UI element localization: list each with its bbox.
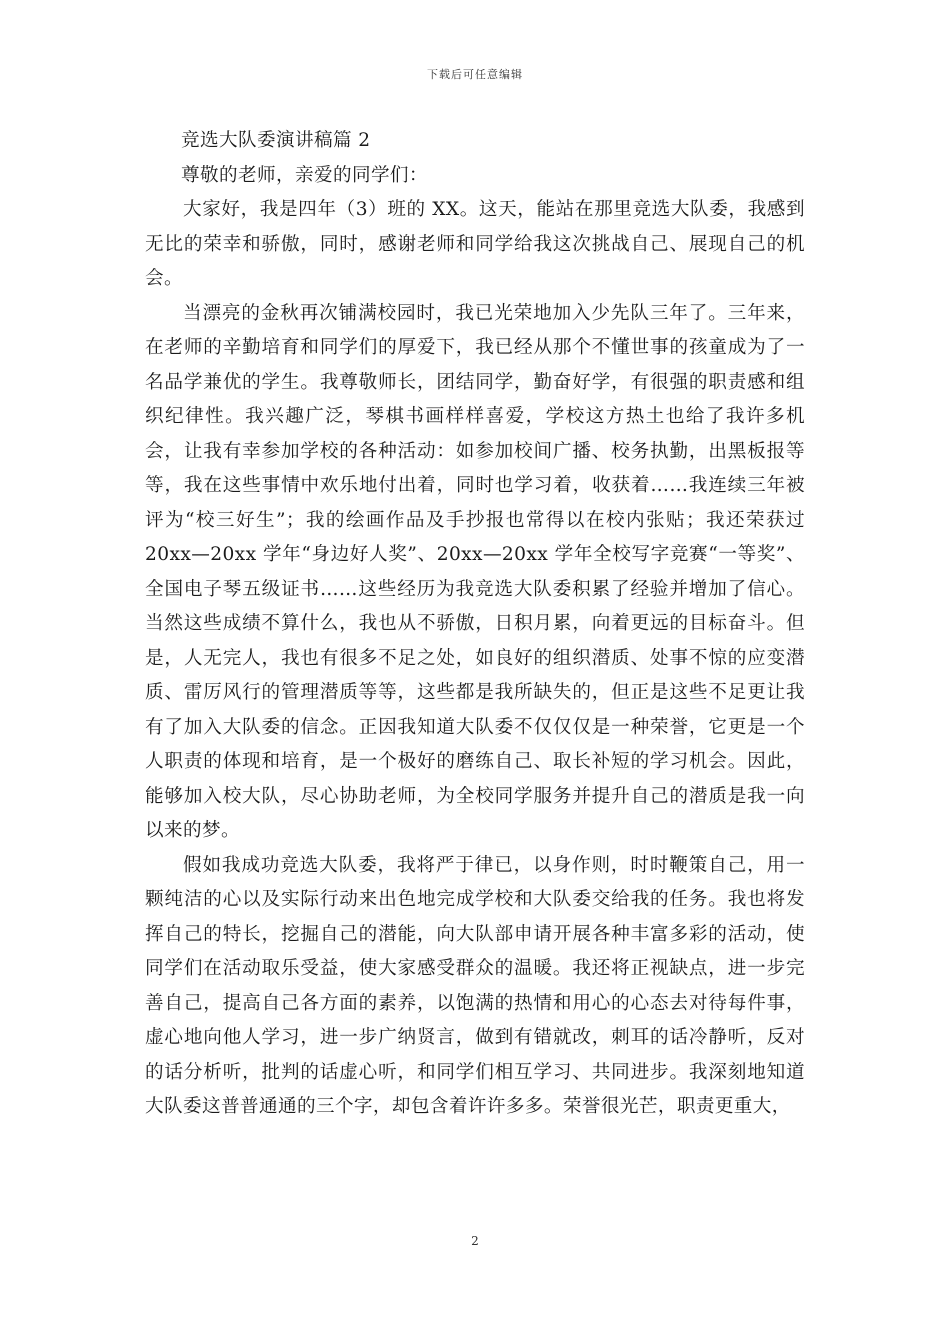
page-number: 2 — [471, 1234, 479, 1248]
salutation: 尊敬的老师，亲爱的同学们： — [181, 164, 428, 186]
document-body — [145, 124, 805, 1125]
header-note: 下载后可任意编辑 — [427, 68, 523, 81]
paragraph-3: 假如我成功竞选大队委，我将严于律已，以身作则，时时鞭策自己，用一颗纯洁的心以及实际行动来出色地完成学校和大队委交给我的任务。我也将发挥自己的特长，挖掘自己的潜能，向大队部申请开展各种丰富多彩的活动，使同学们在活动取乐受益，使大家感受群众的温暖。我还将正视缺点，进一步完善自己，提高自己各方面的素养，以饱满的热情和用心的心态去对待每件事，虚心地向他人学习，进一步广纳贤言，做到有错就改，刺耳的话冷静听，反对的话分析听，批判的话虚心听，和同学们相互学习、共同进步。我深刻地知道大队委这普普通通的三个字，却包含着许许多多。荣誉很光芒，职责更重大， — [145, 854, 805, 1117]
paragraph-1: 大家好，我是四年（3）班的 XX。这天，能站在那里竞选大队委，我感到无比的荣幸和骄傲，同时，感谢老师和同学给我这次挑战自己、展现自己的机会。 — [145, 199, 805, 289]
document-title: 竞选大队委演讲稿篇 2 — [181, 130, 371, 151]
paragraph-2: 当漂亮的金秋再次铺满校园时，我已光荣地加入少先队三年了。三年来，在老师的辛勤培育和同学们的厚爱下，我已经从那个不懂世事的孩童成为了一名品学兼优的学生。我尊敬师长，团结同学，勤奋好学，有很强的职责感和组织纪律性。我兴趣广泛，琴棋书画样样喜爱，学校这方热土也给了我许多机会，让我有幸参加学校的各种活动：如参加校间广播、校务执勤，出黑板报等等，我在这些事情中欢乐地付出着，同时也学习着，收获着……我连续三年被评为“校三好生”；我的绘画作品及手抄报也常得以在校内张贴；我还荣获过 20xx—20xx 学年“身边好人奖”、20xx—20xx 学年全校写字竞赛“一等奖”、全国电子琴五级证书……这些经历为我竞选大队委积累了经验并增加了信心。当然这些成绩不算什么，我也从不骄傲，日积月累，向着更远的目标奋斗。但是，人无完人，我也有很多不足之处，如良好的组织潜质、处事不惊的应变潜质、雷厉风行的管理潜质等等，这些都是我所缺失的，但正是这些不足更让我有了加入大队委的信念。正因我知道大队委不仅仅仅是一种荣誉，它更是一个人职责的体现和培育，是一个极好的磨练自己、取长补短的学习机会。因此，能够加入校大队，尽心协助老师，为全校同学服务并提升自己的潜质是我一向以来的梦。 — [145, 302, 805, 841]
